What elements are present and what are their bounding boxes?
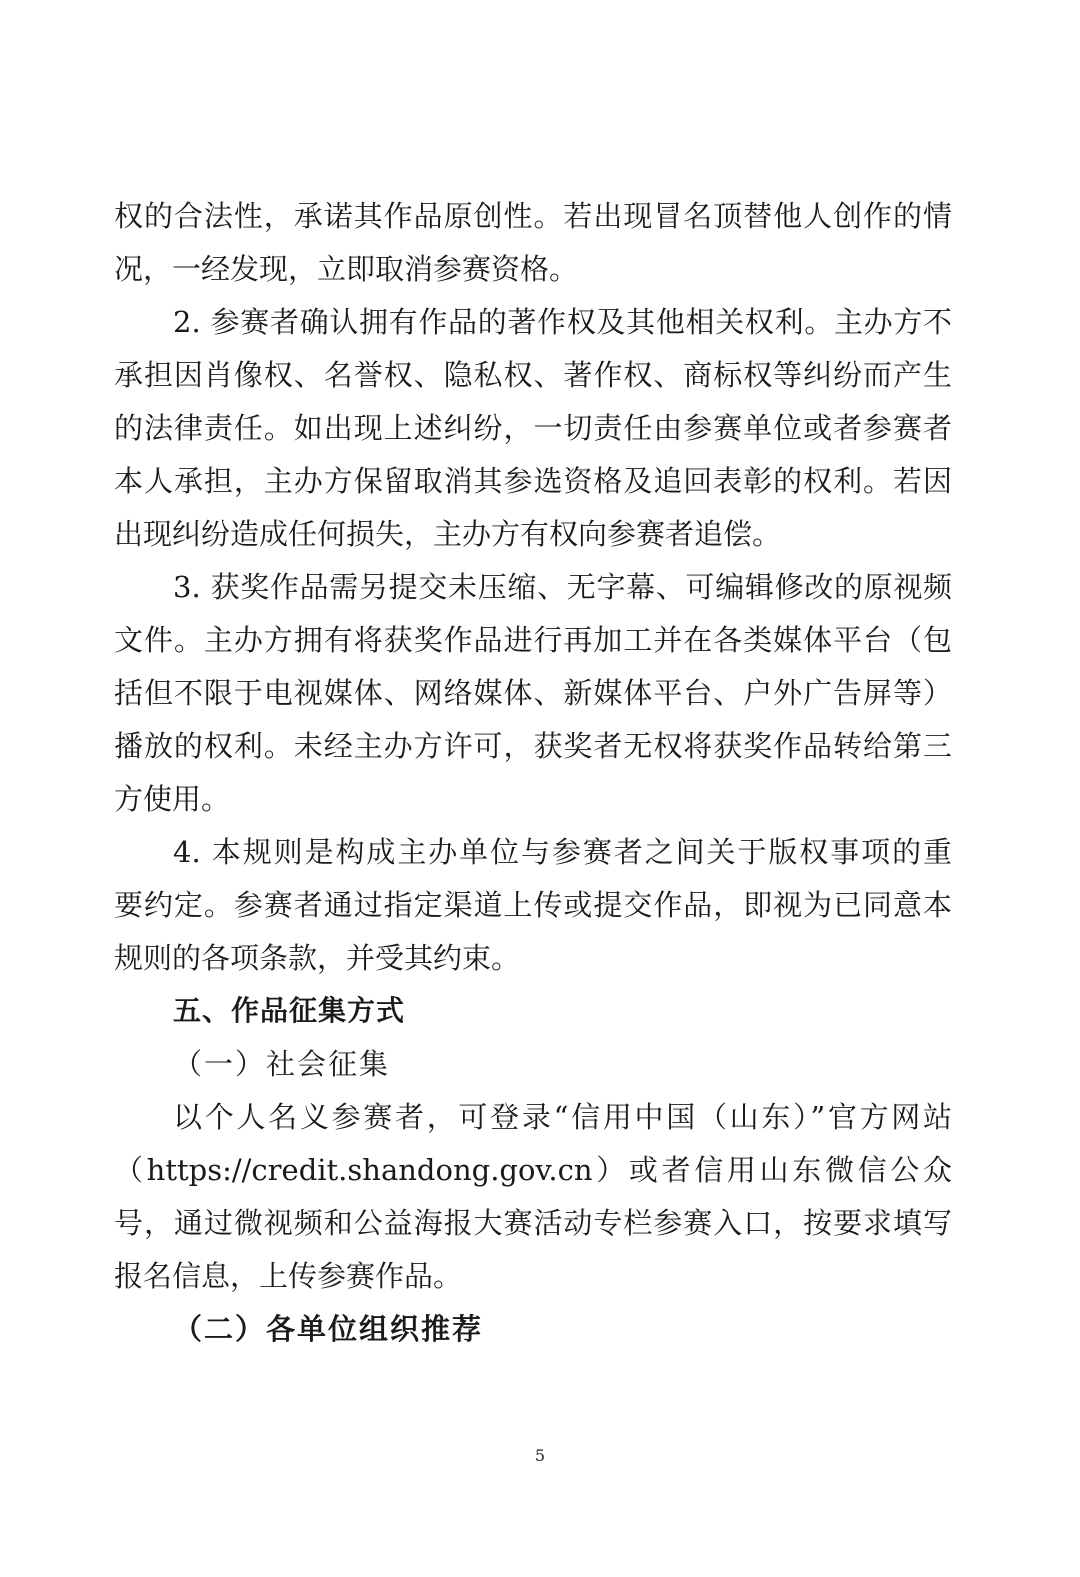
page-number: 5 — [534, 1446, 546, 1465]
subsection-heading: （二）各单位组织推荐 — [173, 1312, 484, 1346]
clause-3-first-line: 3. 获奖作品需另提交未压缩、无字幕、可编辑修改的原视频 — [173, 570, 952, 604]
body-text-line: 要约定。参赛者通过指定渠道上传或提交作品，即视为已同意本 — [114, 888, 952, 922]
body-text-line: 以个人名义参赛者，可登录“信用中国（山东）”官方网站 — [173, 1100, 952, 1134]
body-text-line-url: （https://credit.shandong.gov.cn）或者信用山东微信公众 — [114, 1153, 952, 1187]
body-text-line: 方使用。 — [114, 782, 231, 816]
body-text-line: 号，通过微视频和公益海报大赛活动专栏参赛入口，按要求填写 — [114, 1206, 952, 1240]
body-text-line: 承担因肖像权、名誉权、隐私权、著作权、商标权等纠纷而产生 — [114, 358, 952, 392]
section-heading: 五、作品征集方式 — [173, 994, 406, 1027]
body-text-line: 权的合法性，承诺其作品原创性。若出现冒名顶替他人创作的情 — [114, 199, 952, 233]
body-text-line: 播放的权利。未经主办方许可，获奖者无权将获奖作品转给第三 — [114, 729, 952, 763]
body-text-line: 文件。主办方拥有将获奖作品进行再加工并在各类媒体平台（包 — [114, 623, 952, 657]
clause-4-first-line: 4. 本规则是构成主办单位与参赛者之间关于版权事项的重 — [173, 835, 952, 869]
body-text-line: 括但不限于电视媒体、网络媒体、新媒体平台、户外广告屏等） — [114, 676, 952, 710]
body-text-line: 况，一经发现，立即取消参赛资格。 — [114, 252, 579, 286]
clause-2-first-line: 2. 参赛者确认拥有作品的著作权及其他相关权利。主办方不 — [173, 305, 952, 339]
body-text-line: 出现纠纷造成任何损失，主办方有权向参赛者追偿。 — [114, 517, 782, 551]
body-text-line: 规则的各项条款，并受其约束。 — [114, 941, 521, 975]
body-text-line: 报名信息，上传参赛作品。 — [114, 1259, 463, 1293]
body-text-line: 的法律责任。如出现上述纠纷，一切责任由参赛单位或者参赛者 — [114, 411, 952, 445]
body-text-line: 本人承担，主办方保留取消其参选资格及追回表彰的权利。若因 — [114, 464, 952, 498]
subsection-heading: （一）社会征集 — [173, 1047, 391, 1081]
